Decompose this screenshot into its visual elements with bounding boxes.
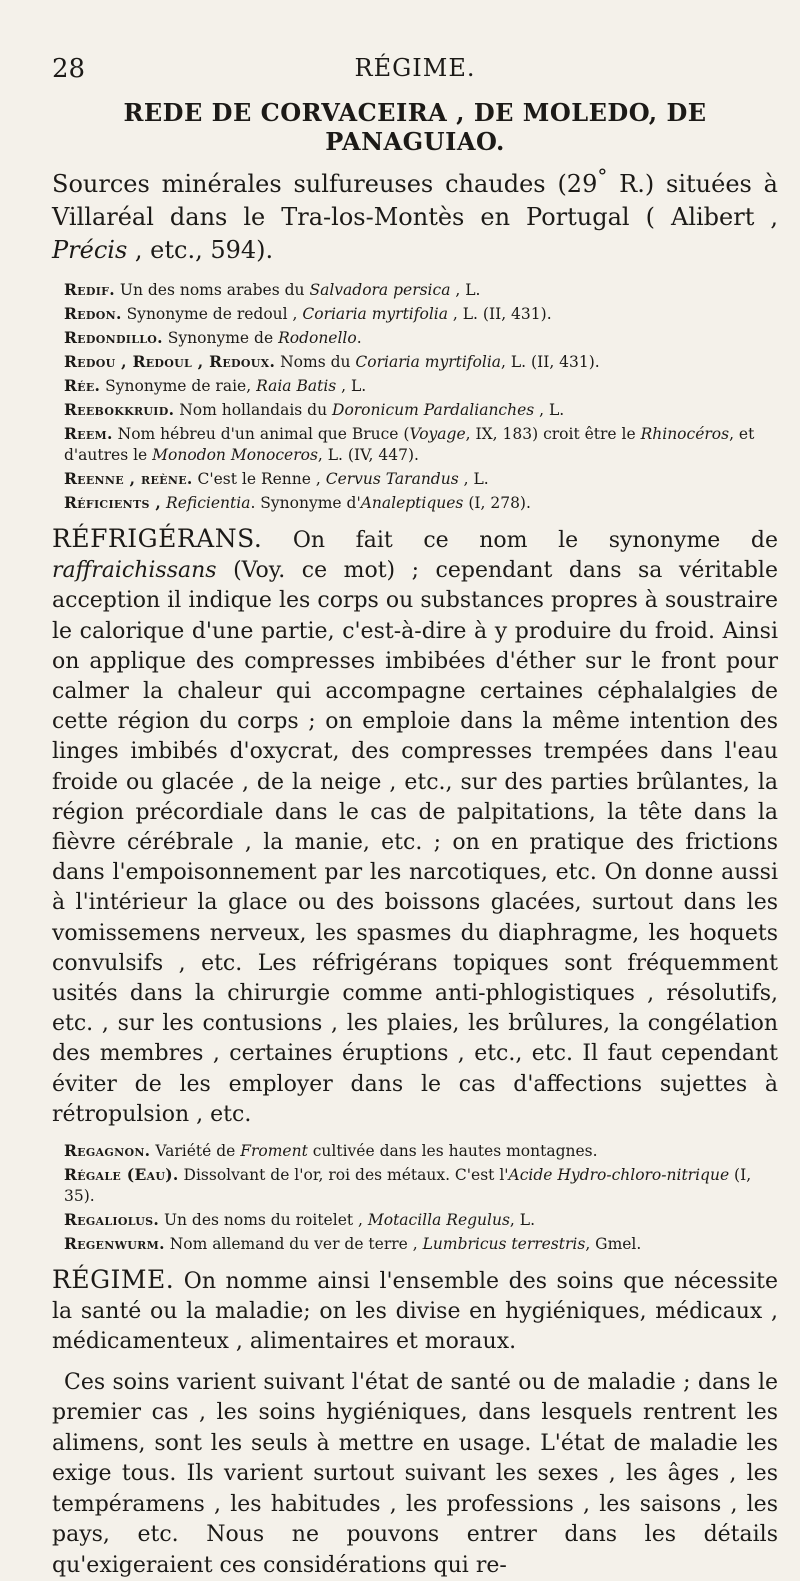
minor-entry: Redondillo. Synonyme de Rodonello. — [64, 328, 362, 347]
minor-entry: Regaliolus. Un des noms du roitelet , Motacilla Regulus, L. — [64, 1210, 535, 1230]
minor-entry: Réficients , Reficientia. Synonyme d'Analeptiques (I, 278). — [64, 493, 531, 512]
minor-entries-group-1 — [64, 279, 778, 514]
minor-entry: Reebokkruid. Nom hollandais du Doronicum Pardalianches , L. — [64, 400, 565, 419]
entry-term: RÉGIME. — [52, 1265, 175, 1295]
minor-entry: Regagnon. Variété de Froment cultivée dans les hautes montagnes. — [64, 1141, 598, 1161]
page-number: 28 — [52, 54, 86, 84]
minor-entry: Régale (Eau). Dissolvant de l'or, roi des métaux. C'est l'Acide Hydro-chloro-nitrique (I, 35). — [64, 1165, 752, 1206]
entry-desc-rede: Sources minérales sulfureuses chaudes (29° R.) situées à Villaréal dans le Tra-los-Montès en Portugal ( Alibert , Précis , etc., 594). — [52, 164, 778, 264]
minor-entries-group-2 — [64, 1140, 778, 1255]
minor-entry: Reem. Nom hébreu d'un animal que Bruce (Voyage, IX, 183) croit être le Rhinocéros, et d'autres le Monodon Monoceros, L. (IV, 447). — [64, 424, 755, 464]
minor-entry: Redon. Synonyme de redoul , Coriaria myrtifolia , L. (II, 431). — [64, 304, 552, 323]
entry-regime: RÉGIME. On nomme ainsi l'ensemble des soins que nécessite la santé ou la maladie; on les divise en hygiéniques, médicaux , médicamenteux , alimentaires et moraux. — [52, 1265, 778, 1355]
minor-entry: Reenne , reène. C'est le Renne , Cervus Tarandus , L. — [64, 469, 489, 488]
running-title: RÉGIME. — [354, 54, 476, 82]
entry-title-rede: REDE DE CORVACEIRA , DE MOLEDO, DE PANAGUIAO. — [123, 98, 707, 156]
entry-regime-paragraph: Ces soins varient suivant l'état de santé ou de maladie ; dans le premier cas , les soins hygiéniques, dans lesquels rentrent les alimens, sont les seuls à mettre en usage. L'état de maladie les exige tous. Ils varient surtout suivant les sexes , les âges , les tempéramens , les habitudes , les professions , les saisons , les pays, etc. Nous ne pouvons entrer dans les détails qu'exigeraient ces considérations qui re- — [52, 1369, 778, 1578]
entry-refrigerans: RÉFRIGÉRANS. On fait ce nom le synonyme de raffraichissans (Voy. ce mot) ; cependant dans sa véritable acception il indique les corps ou substances propres à soustraire le calorique d'une partie, c'est-à-dire à y produire du froid. Ainsi on applique des compresses imbibées d'éther sur le front pour calmer la chaleur qui accompagne certaines céphalalgies de cette région du corps ; on emploie dans la même intention des linges imbibés d'oxycrat, des compresses trempées dans l'eau froide ou glacée , de la neige , etc., sur des parties brûlantes, la région précordiale dans le cas de palpitations, la tête dans la fièvre cérébrale , la manie, etc. ; on en pratique des frictions dans l'empoisonnement par les narcotiques, etc. On donne aussi à l'intérieur la glace ou des boissons glacées, surtout dans les vomissemens nerveux, les spasmes du diaphragme, les hoquets convulsifs , etc. Les réfrigérans topiques sont fréquemment usités dans la chirurgie comme anti-phlogistiques , résolutifs, etc. , sur les contusions , les plaies, les brûlures, la congélation des membres , certaines éruptions , etc., etc. Il faut cependant éviter de les employer dans le cas d'affections sujettes à rétropulsion , etc. — [52, 524, 778, 1127]
entry-term: RÉFRIGÉRANS. — [52, 524, 263, 553]
minor-entry: Redif. Un des noms arabes du Salvadora persica , L. — [64, 280, 481, 299]
minor-entry: Rée. Synonyme de raie, Raia Batis , L. — [64, 376, 367, 395]
running-head — [52, 50, 778, 96]
minor-entry: Regenwurm. Nom allemand du ver de terre , Lumbricus terrestris, Gmel. — [64, 1234, 642, 1254]
minor-entry: Redou , Redoul , Redoux. Noms du Coriaria myrtifolia, L. (II, 431). — [64, 352, 600, 371]
